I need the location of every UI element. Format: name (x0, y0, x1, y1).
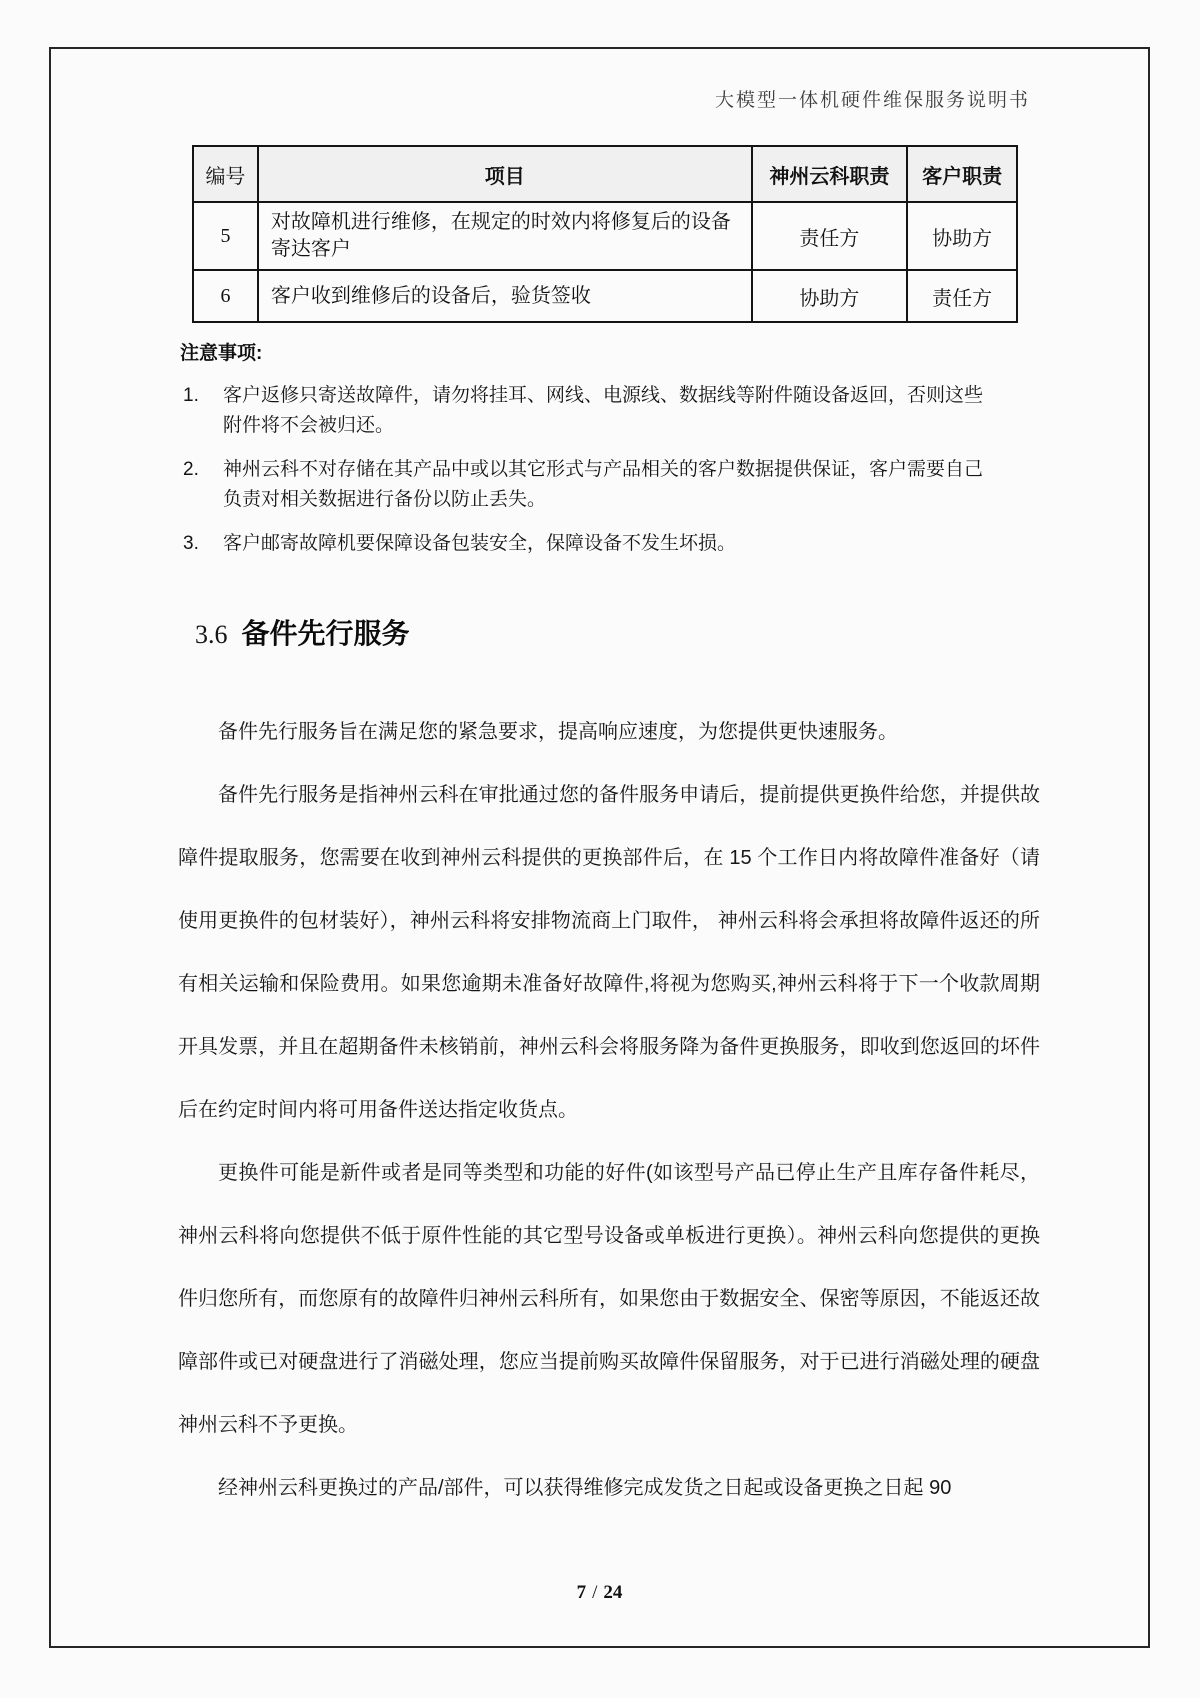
list-item-number: 2. (183, 459, 199, 480)
list-item (183, 455, 991, 515)
row-vendor-role: 协助方 (752, 270, 908, 322)
list-item (183, 529, 991, 559)
section-title: 备件先行服务 (241, 618, 410, 649)
list-item-text: 神州云科不对存储在其产品中或以其它形式与产品相关的客户数据提供保证，客户需要自己负责对相关数据进行备份以防止丢失。 (223, 459, 984, 510)
section-body (178, 701, 1040, 1520)
row-number: 6 (193, 270, 258, 322)
table-header-item: 项目 (258, 146, 752, 202)
list-item-text: 客户返修只寄送故障件，请勿将挂耳、网线、电源线、数据线等附件随设备返回，否则这些附件将不会被归还。 (223, 385, 984, 436)
body-paragraph: 更换件可能是新件或者是同等类型和功能的好件(如该型号产品已停止生产且库存备件耗尽，神州云科将向您提供不低于原件性能的其它型号设备或单板进行更换）。神州云科向您提供的更换件归您所有，而您原有的故障件归神州云科所有，如果您由于数据安全、保密等原因，不能返还故障部件或已对硬盘进行了消磁处理，您应当提前购买故障件保留服务，对于已进行消磁处理的硬盘神州云科不予更换。 (178, 1162, 1040, 1436)
notes-title: 注意事项: (180, 343, 263, 364)
table-header-row (193, 146, 1017, 202)
body-paragraph: 备件先行服务是指神州云科在审批通过您的备件服务申请后，提前提供更换件给您，并提供故障件提取服务，您需要在收到神州云科提供的更换部件后，在 15 个工作日内将故障件准备好（请使用更换件的包材装好），神州云科将安排物流商上门取件， 神州云科将会承担将故障件返还的所有相关运输和保险费用。如果您逾期未准备好故障件,将视为您购买,神州云科将于下一个收款周期开具发票，并且在超期备件未核销前，神州云科会将服务降为备件更换服务，即收到您返回的坏件后在约定时间内将可用备件送达指定收货点。 (178, 784, 1040, 1121)
current-page-number: 7 (576, 1582, 587, 1603)
list-item-number: 3. (183, 533, 199, 554)
row-customer-role: 协助方 (907, 202, 1017, 270)
page-number-footer (49, 1582, 1150, 1604)
table-header-vendor-role: 神州云科职责 (752, 146, 908, 202)
row-item-text: 对故障机进行维修，在规定的时效内将修复后的设备寄达客户 (258, 202, 752, 270)
list-item-text: 客户邮寄故障机要保障设备包装安全，保障设备不发生坏损。 (223, 533, 737, 554)
notes-list (183, 381, 991, 573)
table-header-customer-role: 客户职责 (907, 146, 1017, 202)
list-item-number: 1. (183, 385, 199, 406)
list-item (183, 381, 991, 441)
table-header-no: 编号 (193, 146, 258, 202)
row-number: 5 (193, 202, 258, 270)
section-number: 3.6 (195, 620, 228, 649)
table-row (193, 270, 1017, 322)
section-heading (195, 612, 410, 652)
row-customer-role: 责任方 (907, 270, 1017, 322)
body-paragraph: 经神州云科更换过的产品/部件，可以获得维修完成发货之日起或设备更换之日起 90 (218, 1477, 952, 1499)
row-item-text: 客户收到维修后的设备后，验货签收 (258, 270, 752, 322)
page-number-separator: / (592, 1582, 598, 1603)
responsibility-table (192, 145, 1018, 323)
body-paragraph: 备件先行服务旨在满足您的紧急要求，提高响应速度，为您提供更快速服务。 (218, 721, 898, 743)
total-page-count: 24 (603, 1582, 623, 1603)
row-vendor-role: 责任方 (752, 202, 908, 270)
table-row (193, 202, 1017, 270)
document-header-title: 大模型一体机硬件维保服务说明书 (714, 90, 1030, 111)
